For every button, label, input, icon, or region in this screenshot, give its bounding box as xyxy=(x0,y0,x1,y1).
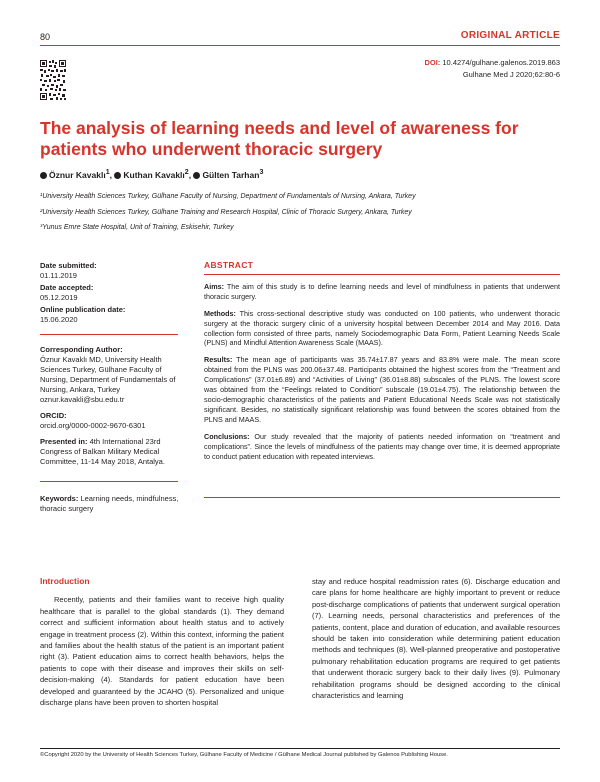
qr-code-icon xyxy=(40,60,66,100)
affiliation-3: ³Yunus Emre State Hospital, Unit of Training, Eskisehir, Turkey xyxy=(40,224,234,231)
author-3: Gülten Tarhan$^3$ xyxy=(193,170,263,180)
abstract-heading: ABSTRACT xyxy=(204,261,560,275)
affiliation-1: ¹University Health Sciences Turkey, Gülhane Faculty of Nursing, Department of Fundamentals of Nursing, Ankara, Turkey xyxy=(40,193,416,200)
introduction-left-column xyxy=(40,576,284,708)
orcid-value[interactable]: orcid.org/0000-0002-9670-6301 xyxy=(40,421,146,430)
orcid-icon[interactable] xyxy=(40,172,47,179)
doi-label: DOI: xyxy=(424,58,441,67)
author-1: Öznur Kavaklı$^1$, xyxy=(40,170,114,180)
corresponding-author-value: Öznur Kavaklı MD, University Health Sciences Turkey, Gülhane Faculty of Nursing, Department of Fundamentals of Nursing, Ankara, Turkey xyxy=(40,355,176,394)
presented-label: Presented in: xyxy=(40,437,88,446)
date-accepted-label: Date accepted: xyxy=(40,283,94,292)
abstract-methods: Methods: This cross-sectional descriptive study was conducted on 100 patients, who underwent thoracic surgery at the thoracic surgery clinic of a university hospital between December 2014 and May 2016. Data collection form consisted of three parts, namely Sociodemographic Data Form, Patient Learning Needs Scale (PLNS) and Mindful Attention Awareness Scale (MAAS). xyxy=(204,308,560,348)
doi-link[interactable]: 10.4274/gulhane.galenos.2019.863 xyxy=(442,58,560,67)
author-2: Kuthan Kavaklı$^2$, xyxy=(114,170,193,180)
abstract-section xyxy=(204,261,560,468)
author-list xyxy=(40,168,263,180)
online-date-label: Online publication date: xyxy=(40,305,126,314)
orcid-icon[interactable] xyxy=(193,172,200,179)
keywords xyxy=(40,494,188,514)
page-header xyxy=(40,32,560,46)
date-submitted-label: Date submitted: xyxy=(40,261,97,270)
journal-citation: Gulhane Med J 2020;62:80-6 xyxy=(462,70,560,79)
introduction-right-column: stay and reduce hospital readmission rates (6). Discharge education and care plans for home healthcare are highly important to prevent or reduce post-discharge complications of patients that underwent surgical operation (7). Learning needs, personal characteristics and preferences of the patients, content, place and duration of education, and available resources should be taken into consideration while determining patient education methods and techniques (8). Well-planned preoperative and postoperative pulmonary rehabilitation education programs are required to get patients that underwent thoracic surgery back to their daily lives (9). Pulmonary rehabilitation programs should be designed according to the clinical characteristics and learning xyxy=(312,577,560,701)
corresponding-author-label: Corresponding Author: xyxy=(40,345,123,354)
date-submitted-value: 01.11.2019 xyxy=(40,271,77,280)
copyright-footer: ©Copyright 2020 by the University of Health Sciences Turkey, Gülhane Faculty of Medicine / Gülhane Medical Journal published by Galenos Publishing House. xyxy=(40,752,448,758)
abstract-conclusions: Conclusions: Our study revealed that the majority of patients needed information on “treatment and complications”. Since the levels of mindfulness of the patients may change over time, it is deemed appropriate to conduct patient education with repeated interviews. xyxy=(204,431,560,461)
orcid-label: ORCID: xyxy=(40,411,67,420)
presented-in xyxy=(40,437,188,467)
page-number: 80 xyxy=(40,32,51,42)
online-date-value: 15.06.2020 xyxy=(40,315,78,324)
divider xyxy=(40,481,178,482)
article-title: The analysis of learning needs and level of awareness for patients who underwent thoracic surgery xyxy=(40,118,519,159)
orcid-icon[interactable] xyxy=(114,172,121,179)
abstract-aims: Aims: The aim of this study is to define learning needs and level of mindfulness in patients that underwent thoracic surgery. xyxy=(204,281,561,301)
presented-value: 4th International 23rd Congress of Balkan Military Medical Committee, 11-14 May 2018, Antalya. xyxy=(40,437,165,466)
introduction-paragraph: Recently, patients and their families want to receive high quality healthcare that is parallel to the global standards (1). They demand correct and sufficient information about health status and to actively engage in treatment process (2). Within this context, informing the patient and families about the health status of the patient is an important patient right (3). Patient education aims to correct health behaviors, helps the patients to cope with their disease and improves their skills on self-decision-making (4). Standards for patient education have been developed and guaranteed by the JCAHO (5). Personalized and unique discharge plans have been proven to shorten hospital xyxy=(40,595,284,708)
keywords-value: Learning needs, mindfulness, thoracic surgery xyxy=(40,494,179,513)
corresponding-author-email[interactable]: oznur.kavakli@sbu.edu.tr xyxy=(40,395,125,404)
keywords-label: Keywords: xyxy=(40,494,79,503)
abstract-divider xyxy=(204,497,560,498)
date-accepted-value: 05.12.2019 xyxy=(40,293,78,302)
divider xyxy=(40,334,178,335)
abstract-results: Results: The mean age of participants was 35.74±17.87 years and 83.8% were male. The mean score obtained from the PLNS was 200.06±37.48. Participants obtained the highest scores from the “Treatment and Complications” (37.01±6.89) and “Activities of Living” (36.01±8.88) subscales of the PLNS. The lowest score was obtained from the “Feelings related to Condition” subscale (19.01±4.75). The relationship between the socio-demographic characteristics of the patients and Patient Educational Needs Scale was not statistically significant. Besides, no statistically significant relationship was found between the scores obtained from the PLNS and MAAS. xyxy=(204,355,560,424)
introduction-heading: Introduction xyxy=(40,576,90,586)
doi-block xyxy=(424,58,560,79)
footer-divider xyxy=(40,748,560,749)
article-type-label: ORIGINAL ARTICLE xyxy=(460,30,560,41)
article-info-sidebar xyxy=(40,261,188,514)
affiliation-2: ²University Health Sciences Turkey, Gülhane Training and Research Hospital, Clinic of Thoracic Surgery, Ankara, Turkey xyxy=(40,209,412,216)
